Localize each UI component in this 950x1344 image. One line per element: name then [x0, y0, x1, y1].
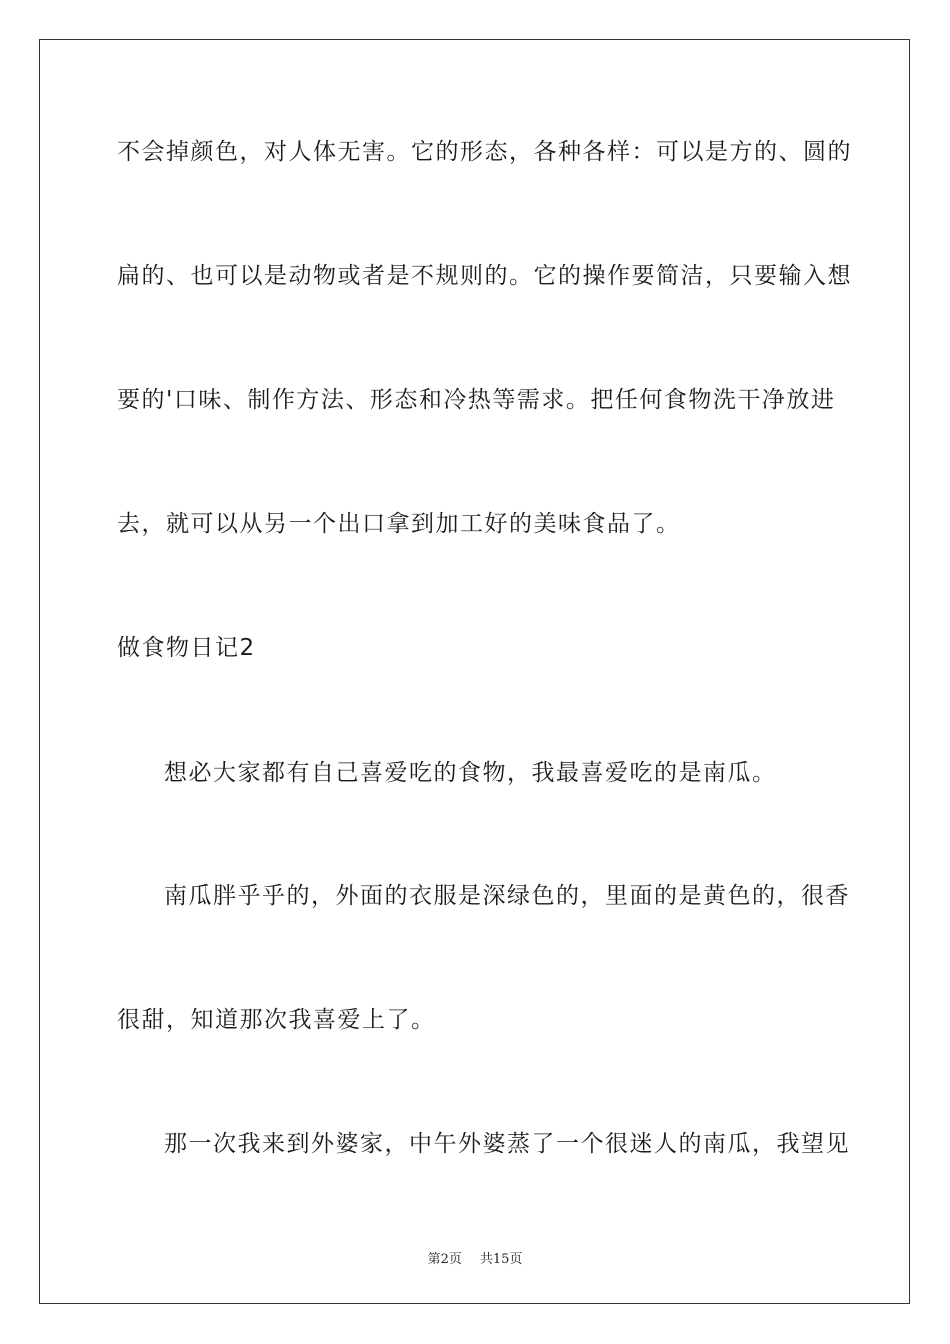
body-line-3: 要的'口味、制作方法、形态和冷热等需求。把任何食物洗干净放进 — [117, 387, 836, 413]
paragraph-2-line-2: 很甜，知道那次我喜爱上了。 — [117, 1007, 436, 1033]
page-total: 共15页 — [479, 1252, 523, 1267]
body-line-2: 扁的、也可以是动物或者是不规则的。它的操作要简洁，只要输入想 — [117, 263, 852, 289]
section-heading: 做食物日记2 — [117, 635, 256, 661]
page-number: 第2页 — [427, 1252, 462, 1267]
paragraph-3-line-1: 那一次我来到外婆家，中午外婆蒸了一个很迷人的南瓜，我望见 — [164, 1131, 850, 1157]
body-line-1: 不会掉颜色，对人体无害。它的形态，各种各样：可以是方的、圆的 — [117, 139, 852, 165]
paragraph-2-line-1: 南瓜胖乎乎的，外面的衣服是深绿色的，里面的是黄色的，很香 — [164, 883, 850, 909]
paragraph-1: 想必大家都有自己喜爱吃的食物，我最喜爱吃的是南瓜。 — [164, 760, 777, 786]
page-border — [39, 39, 910, 1304]
body-line-4: 去，就可以从另一个出口拿到加工好的美味食品了。 — [117, 511, 681, 537]
page-footer — [0, 1248, 950, 1267]
